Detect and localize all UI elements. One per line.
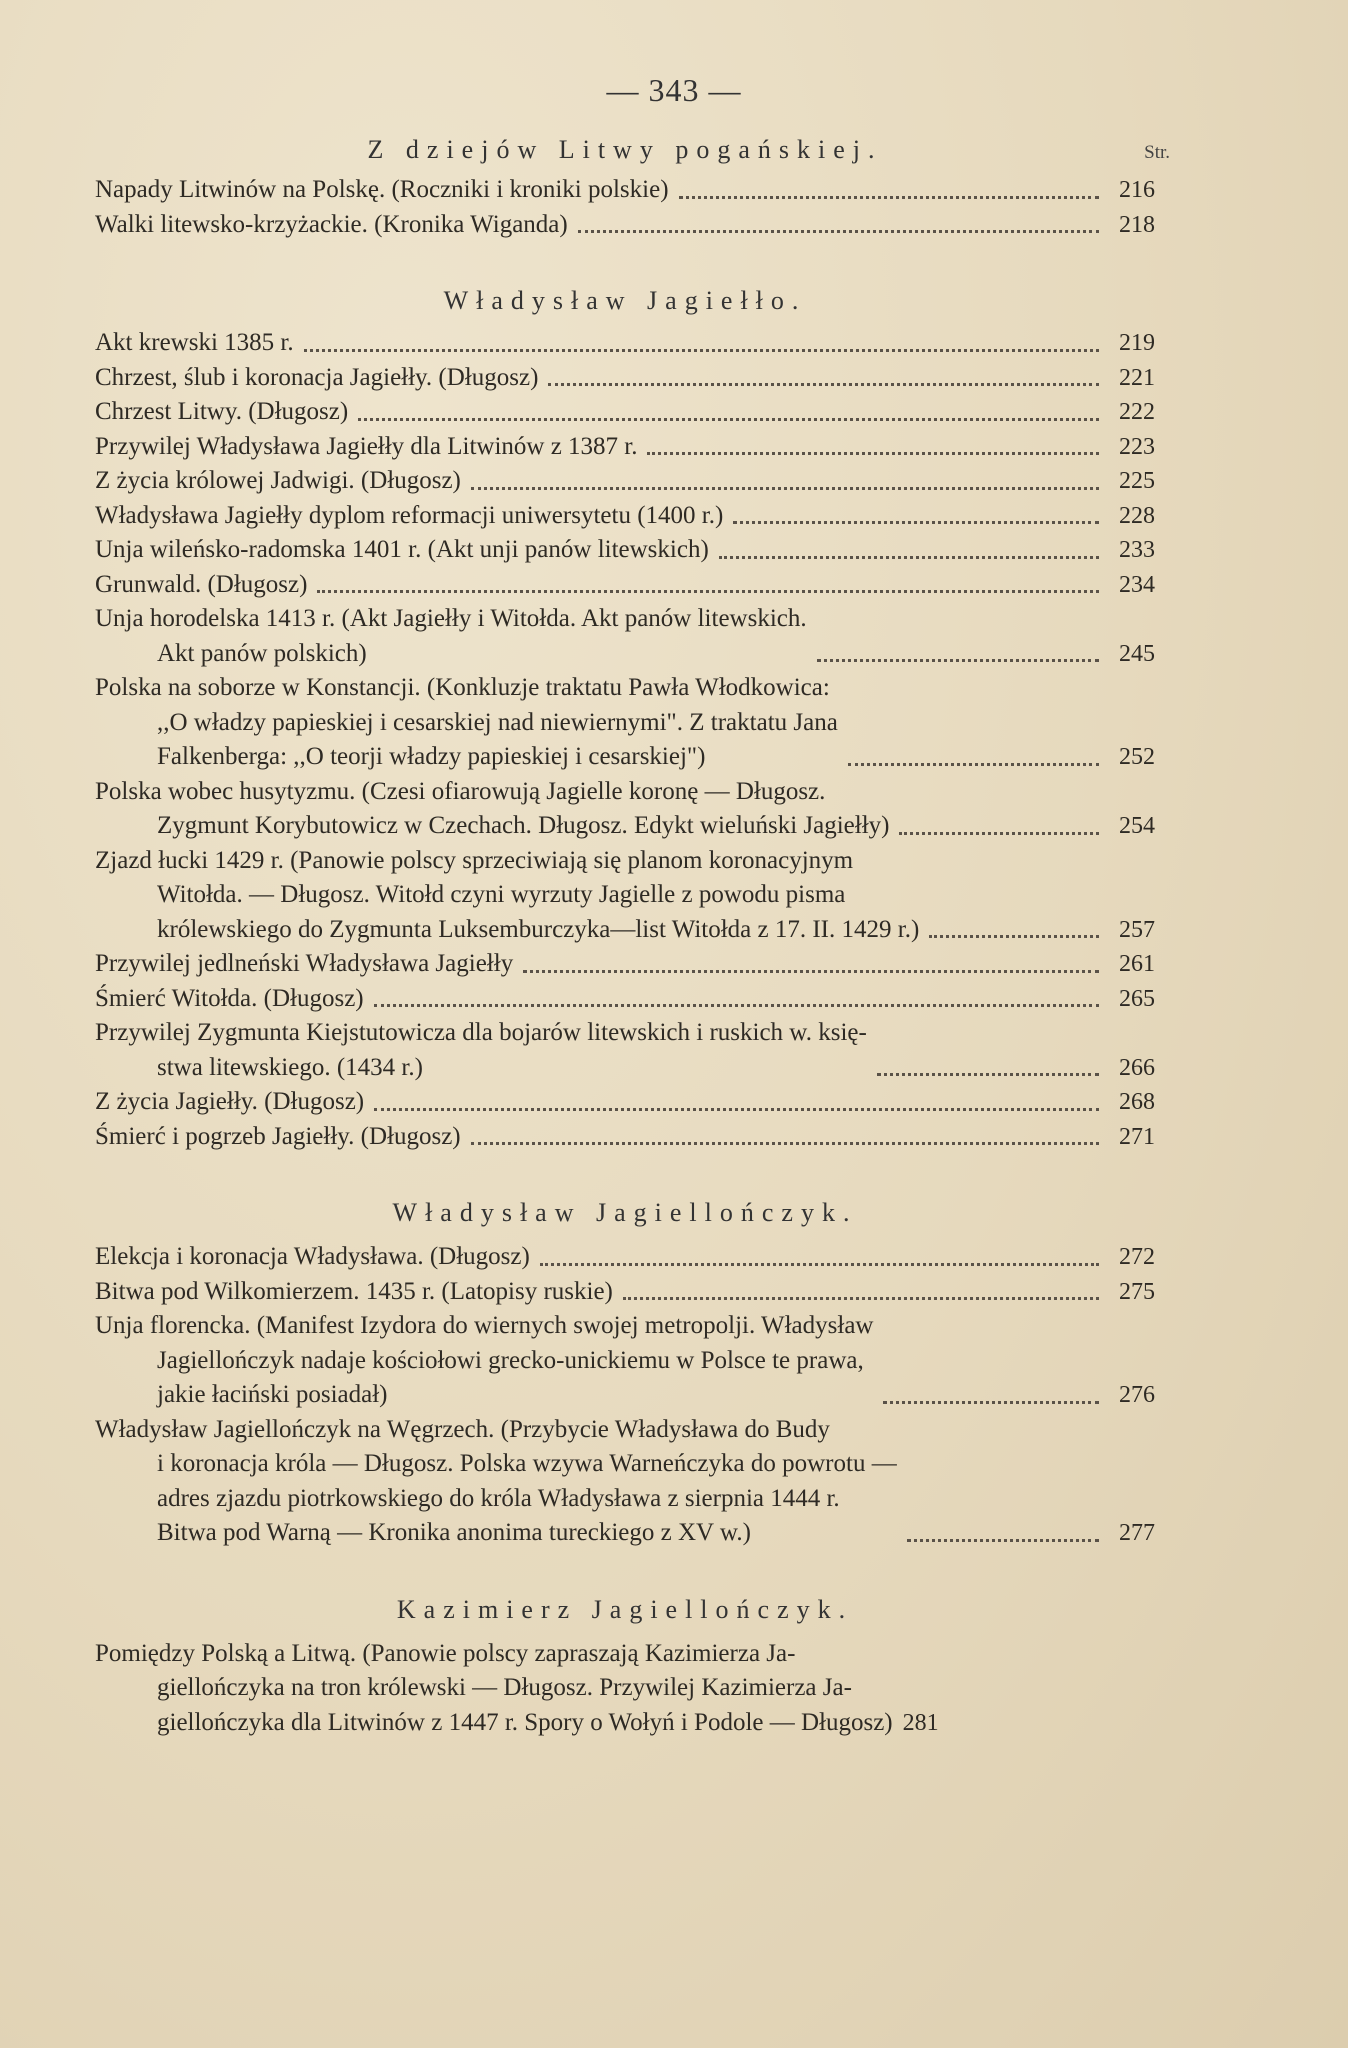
entry-title bbox=[95, 1413, 897, 1551]
entry-page-number: 225 bbox=[1119, 468, 1155, 494]
toc-entry bbox=[95, 361, 1155, 396]
entry-page-number: 252 bbox=[1119, 744, 1155, 770]
dot-leader bbox=[471, 1142, 1099, 1145]
toc-entry bbox=[95, 173, 1155, 208]
dot-leader bbox=[317, 590, 1099, 593]
entry-title bbox=[95, 1637, 893, 1741]
entry-line: stwa litewskiego. (1434 r.) bbox=[157, 1053, 423, 1081]
entry-page-number: 271 bbox=[1119, 1123, 1155, 1150]
entry-page-number: 221 bbox=[1119, 364, 1155, 391]
dot-leader bbox=[374, 1004, 1099, 1007]
entry-line: Chrzest, ślub i koronacja Jagiełły. (Długosz) bbox=[95, 363, 539, 391]
toc-section bbox=[95, 286, 1155, 1154]
entry-title bbox=[95, 173, 669, 208]
entry-page-number: 219 bbox=[1119, 330, 1155, 356]
entry-line: Falkenberga: ,,O teorji władzy papieskiej i cesarskiej") bbox=[157, 743, 706, 770]
toc-section bbox=[95, 1595, 1155, 1741]
entry-line: Z życia królowej Jadwigi. (Długosz) bbox=[95, 467, 461, 494]
toc-entry bbox=[95, 1309, 1155, 1413]
section-title: Władysław Jagiellończyk. bbox=[392, 1198, 858, 1227]
entry-title bbox=[95, 844, 919, 948]
toc-entry bbox=[95, 844, 1155, 948]
dot-leader bbox=[679, 196, 1099, 199]
toc-entry bbox=[95, 1085, 1155, 1120]
entry-line: Unja wileńsko-radomska 1401 r. (Akt unji panów litewskich) bbox=[95, 536, 709, 563]
entry-line: Akt krewski 1385 r. bbox=[95, 329, 294, 356]
dot-leader bbox=[929, 935, 1099, 938]
entry-page-number: 272 bbox=[1119, 1244, 1155, 1270]
entry-page-number: 223 bbox=[1119, 433, 1155, 460]
entry-title bbox=[95, 1120, 461, 1155]
entry-page-number: 261 bbox=[1119, 951, 1155, 977]
entry-line: Przywilej Władysława Jagiełły dla Litwinów z 1387 r. bbox=[95, 432, 638, 460]
toc-entry bbox=[95, 1240, 1155, 1275]
entry-title bbox=[95, 982, 364, 1017]
entry-title bbox=[95, 1016, 867, 1085]
entry-page-number: 228 bbox=[1119, 502, 1155, 529]
entry-line: Unja horodelska 1413 r. (Akt Jagiełły i Witołda. Akt panów litewskich. bbox=[95, 605, 807, 632]
entry-title bbox=[95, 533, 709, 568]
entry-line: Napady Litwinów na Polskę. (Roczniki i kroniki polskie) bbox=[95, 176, 669, 203]
toc-entry bbox=[95, 947, 1155, 982]
toc-entry bbox=[95, 602, 1155, 671]
entry-line: Walki litewsko-krzyżackie. (Kronika Wiganda) bbox=[95, 210, 568, 238]
entry-line: Witołda. — Długosz. Witołd czyni wyrzuty Jagielle z powodu pisma bbox=[157, 881, 846, 908]
entry-page-number: 266 bbox=[1119, 1054, 1155, 1081]
toc-section bbox=[95, 1198, 1155, 1551]
entry-line: Bitwa pod Warną — Kronika anonima tureckiego z XV w.) bbox=[157, 1519, 751, 1546]
entry-line: Przywilej Zygmunta Kiejstutowicza dla bojarów litewskich i ruskich w. księ- bbox=[95, 1019, 867, 1046]
dot-leader bbox=[623, 1297, 1099, 1300]
entry-page-number: 218 bbox=[1119, 211, 1155, 238]
entry-title bbox=[95, 395, 348, 430]
dot-leader bbox=[304, 349, 1099, 352]
entry-line: i koronacja króla — Długosz. Polska wzywa Warneńczyka do powrotu — bbox=[157, 1450, 897, 1477]
dot-leader bbox=[719, 556, 1099, 559]
entry-page-number: 234 bbox=[1119, 571, 1155, 598]
entry-title bbox=[95, 1085, 364, 1120]
entry-line: królewskiego do Zygmunta Luksemburczyka—list Witołda z 17. II. 1429 r.) bbox=[157, 915, 920, 943]
dot-leader bbox=[848, 763, 1099, 766]
entry-line: Jagiellończyk nadaje kościołowi grecko-unickiemu w Polsce te prawa, bbox=[157, 1346, 864, 1374]
entry-line: giellończyka na tron królewski — Długosz. Przywilej Kazimierza Ja- bbox=[157, 1674, 852, 1701]
toc-entry bbox=[95, 208, 1155, 243]
entry-line: ,,O władzy papieskiej i cesarskiej nad niewiernymi". Z traktatu Jana bbox=[157, 708, 838, 736]
toc-entry bbox=[95, 326, 1155, 361]
entry-line: Bitwa pod Wilkomierzem. 1435 r. (Latopisy ruskie) bbox=[95, 1277, 613, 1305]
toc-entry bbox=[95, 568, 1155, 603]
entry-title bbox=[95, 1275, 613, 1310]
toc-entry bbox=[95, 1016, 1155, 1085]
dot-leader bbox=[647, 452, 1099, 455]
dot-leader bbox=[471, 487, 1099, 490]
dot-leader bbox=[899, 832, 1099, 835]
entry-page-number: 268 bbox=[1119, 1089, 1155, 1115]
dot-leader bbox=[817, 659, 1099, 662]
entry-title bbox=[95, 775, 889, 844]
section-title: Z dziejów Litwy pogańskiej. bbox=[367, 135, 883, 164]
toc-entry bbox=[95, 1637, 1155, 1741]
entry-title bbox=[95, 464, 461, 499]
entry-line: Unja florencka. (Manifest Izydora do wiernych swojej metropolji. Władysław bbox=[95, 1312, 874, 1339]
dot-leader bbox=[733, 521, 1099, 524]
entry-line: Akt panów polskich) bbox=[157, 639, 367, 667]
dot-leader bbox=[540, 1263, 1099, 1266]
dot-leader bbox=[358, 418, 1099, 421]
dot-leader bbox=[548, 383, 1099, 386]
entry-title bbox=[95, 947, 513, 982]
toc-entry bbox=[95, 982, 1155, 1017]
entry-page-number: 257 bbox=[1119, 916, 1155, 943]
entry-title bbox=[95, 499, 723, 534]
entry-title bbox=[95, 430, 637, 465]
entry-line: Zygmunt Korybutowicz w Czechach. Długosz. Edykt wieluński Jagiełły) bbox=[157, 812, 890, 839]
entry-page-number: 277 bbox=[1119, 1520, 1155, 1546]
entry-page-number: 254 bbox=[1119, 813, 1155, 839]
entry-line: Grunwald. (Długosz) bbox=[95, 570, 308, 598]
toc-entry bbox=[95, 1275, 1155, 1310]
entry-line: Władysława Jagiełły dyplom reformacji uniwersytetu (1400 r.) bbox=[95, 501, 724, 529]
entry-title bbox=[95, 602, 807, 671]
entry-line: jakie łaciński posiadał) bbox=[157, 1381, 388, 1408]
entry-line: Chrzest Litwy. (Długosz) bbox=[95, 398, 349, 425]
entry-page-number: 265 bbox=[1119, 985, 1155, 1012]
page-number: — 343 — bbox=[606, 72, 742, 108]
entry-page-number: 245 bbox=[1119, 640, 1155, 667]
entry-page-number: 222 bbox=[1119, 399, 1155, 425]
table-of-contents bbox=[95, 135, 1155, 1740]
toc-section bbox=[95, 135, 1155, 242]
entry-title bbox=[95, 568, 307, 603]
dot-leader bbox=[883, 1401, 1099, 1404]
entry-page-number: 216 bbox=[1119, 177, 1155, 203]
toc-entry bbox=[95, 1120, 1155, 1155]
section-title: Władysław Jagiełło. bbox=[443, 286, 807, 315]
toc-entry bbox=[95, 464, 1155, 499]
entry-title bbox=[95, 326, 294, 361]
dot-leader bbox=[907, 1539, 1099, 1542]
entry-line: adres zjazdu piotrkowskiego do króla Władysława z sierpnia 1444 r. bbox=[157, 1484, 840, 1512]
entry-title bbox=[95, 671, 838, 775]
entry-line: Z życia Jagiełły. (Długosz) bbox=[95, 1088, 365, 1115]
toc-entry bbox=[95, 395, 1155, 430]
entry-line: Władysław Jagiellończyk na Węgrzech. (Przybycie Władysława do Budy bbox=[95, 1415, 830, 1443]
dot-leader bbox=[877, 1073, 1099, 1076]
entry-page-number: 276 bbox=[1119, 1382, 1155, 1408]
entry-line: Śmierć Witołda. (Długosz) bbox=[95, 984, 364, 1012]
entry-title bbox=[95, 1309, 873, 1413]
entry-page-number: 275 bbox=[1119, 1278, 1155, 1305]
toc-entry bbox=[95, 499, 1155, 534]
entry-line: Polska wobec husytyzmu. (Czesi ofiarowują Jagielle koronę — Długosz. bbox=[95, 777, 826, 805]
entry-line: Pomiędzy Polską a Litwą. (Panowie polscy zapraszają Kazimierza Ja- bbox=[95, 1639, 796, 1667]
entry-line: Elekcja i koronacja Władysława. (Długosz) bbox=[95, 1243, 530, 1270]
str-label: Str. bbox=[1144, 142, 1170, 163]
dot-leader bbox=[523, 970, 1099, 973]
entry-title bbox=[95, 361, 538, 396]
entry-title bbox=[95, 208, 568, 243]
entry-line: Polska na soborze w Konstancji. (Konkluzje traktatu Pawła Włodkowica: bbox=[95, 674, 830, 701]
dot-leader bbox=[374, 1108, 1099, 1111]
toc-entry bbox=[95, 1413, 1155, 1551]
toc-entry bbox=[95, 775, 1155, 844]
entry-line: giellończyka dla Litwinów z 1447 r. Spory o Wołyń i Podole — Długosz) bbox=[157, 1708, 893, 1736]
toc-entry bbox=[95, 533, 1155, 568]
entry-page-number: 233 bbox=[1119, 537, 1155, 563]
section-title: Kazimierz Jagiellończyk. bbox=[396, 1594, 854, 1624]
toc-entry bbox=[95, 430, 1155, 465]
entry-page-number: 281 bbox=[902, 1709, 939, 1736]
dot-leader bbox=[578, 230, 1099, 233]
toc-entry bbox=[95, 671, 1155, 775]
entry-line: Śmierć i pogrzeb Jagiełły. (Długosz) bbox=[95, 1122, 461, 1150]
entry-line: Przywilej jedlneński Władysława Jagiełły bbox=[95, 950, 514, 977]
entry-title bbox=[95, 1240, 530, 1275]
entry-line: Zjazd łucki 1429 r. (Panowie polscy sprzeciwiają się planom koronacyjnym bbox=[95, 846, 854, 874]
